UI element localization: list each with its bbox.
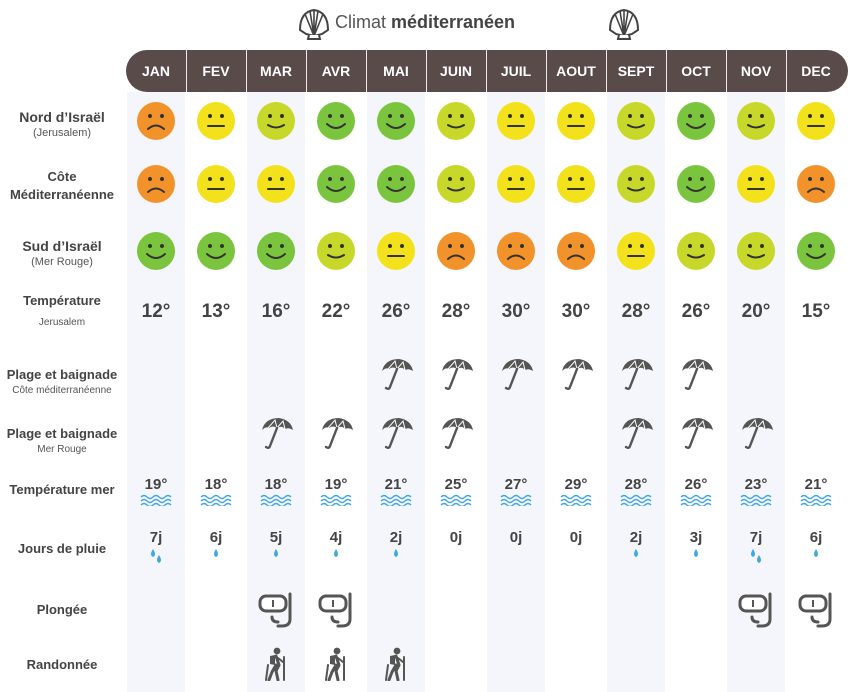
waves-icon [546, 494, 606, 506]
temperature-value: 30° [501, 301, 531, 322]
temperature-value: 13° [201, 301, 231, 322]
mood-face-icon [786, 231, 846, 271]
mood-face-icon [546, 231, 606, 271]
row-label-temperature: Température Jerusalem [23, 293, 101, 328]
sea-temperature-value: 27° [504, 476, 528, 493]
beach-umbrella-icon [726, 414, 786, 452]
page-title: Climat méditerranéen [334, 12, 516, 32]
raindrop-icon [126, 547, 186, 565]
rain-days-value: 4j [329, 529, 343, 546]
temperature-value: 22° [321, 301, 351, 322]
rain-days-value: 0j [449, 529, 463, 546]
row-label-sud: Sud d’Israël (Mer Rouge) [22, 238, 102, 268]
month-juin: JUIN [440, 63, 472, 79]
rain-days-value: 6j [809, 529, 823, 546]
raindrop-icon [666, 547, 726, 565]
mood-face-icon [486, 231, 546, 271]
mood-face-icon [666, 101, 726, 141]
rain-days [786, 529, 846, 565]
month-juil: JUIL [500, 63, 532, 79]
rain-days-value: 5j [269, 529, 283, 546]
raindrop-icon [786, 547, 846, 565]
mood-face-icon [666, 164, 726, 204]
rain-days [486, 529, 546, 547]
diving-mask-icon [246, 591, 306, 629]
mood-face-icon [726, 164, 786, 204]
row-label-plongee: Plongée [36, 602, 88, 617]
month-mar: MAR [260, 63, 292, 79]
rain-days [726, 529, 786, 565]
mood-face-icon [306, 164, 366, 204]
raindrop-icon [726, 547, 786, 565]
row-label-randonnee: Randonnée [26, 657, 98, 672]
beach-umbrella-icon [486, 355, 546, 393]
rain-days [126, 529, 186, 565]
temperature-value: 28° [441, 301, 471, 322]
rain-days-value: 7j [749, 529, 763, 546]
diving-mask-icon [726, 591, 786, 629]
rain-days [666, 529, 726, 565]
sea-temperature [546, 476, 606, 506]
mood-face-icon [426, 101, 486, 141]
row-label-plage-cote: Plage et baignade Côte méditerranéenne [6, 367, 118, 396]
waves-icon [186, 494, 246, 506]
rain-days [186, 529, 246, 565]
beach-umbrella-icon [426, 414, 486, 452]
sea-temperature-value: 23° [744, 476, 768, 493]
hiker-icon [306, 647, 366, 681]
sea-temperature-value: 21° [804, 476, 828, 493]
waves-icon [486, 494, 546, 506]
raindrop-icon [186, 547, 246, 565]
waves-icon [726, 494, 786, 506]
raindrop-icon [606, 547, 666, 565]
mood-face-icon [306, 101, 366, 141]
month-nov: NOV [740, 63, 772, 79]
mood-face-icon [186, 101, 246, 141]
beach-umbrella-icon [666, 414, 726, 452]
mood-face-icon [666, 231, 726, 271]
mood-face-icon [246, 231, 306, 271]
waves-icon [786, 494, 846, 506]
hiker-icon [246, 647, 306, 681]
mood-face-icon [606, 231, 666, 271]
mood-face-icon [426, 231, 486, 271]
mood-face-icon [306, 231, 366, 271]
mood-face-icon [366, 164, 426, 204]
diving-mask-icon [786, 591, 846, 629]
sea-temperature-value: 18° [264, 476, 288, 493]
mood-face-icon [606, 101, 666, 141]
mood-face-icon [486, 164, 546, 204]
waves-icon [426, 494, 486, 506]
row-label-pluie: Jours de pluie [17, 541, 107, 556]
beach-umbrella-icon [666, 355, 726, 393]
diving-mask-icon [306, 591, 366, 629]
mood-face-icon [606, 164, 666, 204]
rain-days-value: 0j [509, 529, 523, 546]
rain-days [246, 529, 306, 565]
mood-face-icon [126, 101, 186, 141]
mood-face-icon [786, 101, 846, 141]
month-oct: OCT [681, 63, 711, 79]
rain-days [606, 529, 666, 565]
sea-temperature [726, 476, 786, 506]
raindrop-icon [366, 547, 426, 565]
sea-temperature [786, 476, 846, 506]
waves-icon [606, 494, 666, 506]
month-mai: MAI [383, 63, 409, 79]
beach-umbrella-icon [606, 414, 666, 452]
temperature-value: 16° [261, 301, 291, 322]
mood-face-icon [366, 231, 426, 271]
beach-umbrella-icon [366, 355, 426, 393]
row-label-temp-mer: Température mer [9, 482, 115, 497]
mood-face-icon [726, 101, 786, 141]
sea-temperature [126, 476, 186, 506]
sea-temperature [426, 476, 486, 506]
sea-temperature-value: 19° [324, 476, 348, 493]
row-label-cote: Côte Méditerranéenne [9, 169, 115, 202]
rain-days-value: 2j [389, 529, 403, 546]
mood-face-icon [786, 164, 846, 204]
sea-temperature-value: 18° [204, 476, 228, 493]
sea-temperature-value: 29° [564, 476, 588, 493]
mood-face-icon [366, 101, 426, 141]
waves-icon [306, 494, 366, 506]
beach-umbrella-icon [546, 355, 606, 393]
row-label-plage-mer: Plage et baignade Mer Rouge [6, 426, 118, 455]
temperature-value: 12° [141, 301, 171, 322]
mood-face-icon [726, 231, 786, 271]
mood-face-icon [186, 231, 246, 271]
mood-face-icon [126, 231, 186, 271]
mood-face-icon [126, 164, 186, 204]
sea-temperature-value: 28° [624, 476, 648, 493]
beach-umbrella-icon [246, 414, 306, 452]
sea-temperature [606, 476, 666, 506]
hiker-icon [366, 647, 426, 681]
mood-face-icon [546, 164, 606, 204]
row-label-nord: Nord d’Israël (Jerusalem) [19, 109, 105, 139]
sea-temperature [306, 476, 366, 506]
temperature-value: 26° [381, 301, 411, 322]
sea-temperature [366, 476, 426, 506]
sea-temperature-value: 26° [684, 476, 708, 493]
rain-days-value: 3j [689, 529, 703, 546]
mood-face-icon [546, 101, 606, 141]
temperature-value: 30° [561, 301, 591, 322]
raindrop-icon [306, 547, 366, 565]
beach-umbrella-icon [306, 414, 366, 452]
sea-temperature [246, 476, 306, 506]
waves-icon [666, 494, 726, 506]
beach-umbrella-icon [606, 355, 666, 393]
beach-umbrella-icon [426, 355, 486, 393]
month-avr: AVR [321, 63, 351, 79]
temperature-value: 26° [681, 301, 711, 322]
rain-days-value: 0j [569, 529, 583, 546]
temperature-value: 20° [741, 301, 771, 322]
waves-icon [126, 494, 186, 506]
mood-face-icon [426, 164, 486, 204]
rain-days-value: 2j [629, 529, 643, 546]
temperature-value: 28° [621, 301, 651, 322]
mood-face-icon [186, 164, 246, 204]
sea-temperature [666, 476, 726, 506]
month-sept: SEPT [617, 63, 655, 79]
rain-days [306, 529, 366, 565]
rain-days [426, 529, 486, 547]
raindrop-icon [246, 547, 306, 565]
rain-days [366, 529, 426, 565]
waves-icon [366, 494, 426, 506]
temperature-value: 15° [801, 301, 831, 322]
mood-face-icon [246, 101, 306, 141]
month-aout: AOUT [556, 63, 596, 79]
waves-icon [246, 494, 306, 506]
mood-face-icon [246, 164, 306, 204]
sea-temperature-value: 21° [384, 476, 408, 493]
sea-temperature-value: 19° [144, 476, 168, 493]
rain-days [546, 529, 606, 547]
month-dec: DEC [801, 63, 831, 79]
beach-umbrella-icon [366, 414, 426, 452]
rain-days-value: 7j [149, 529, 163, 546]
rain-days-value: 6j [209, 529, 223, 546]
shell-icon [606, 6, 642, 42]
sea-temperature-value: 25° [444, 476, 468, 493]
month-jan: JAN [141, 63, 170, 79]
sea-temperature [186, 476, 246, 506]
month-fev: FEV [202, 63, 230, 79]
mood-face-icon [486, 101, 546, 141]
sea-temperature [486, 476, 546, 506]
